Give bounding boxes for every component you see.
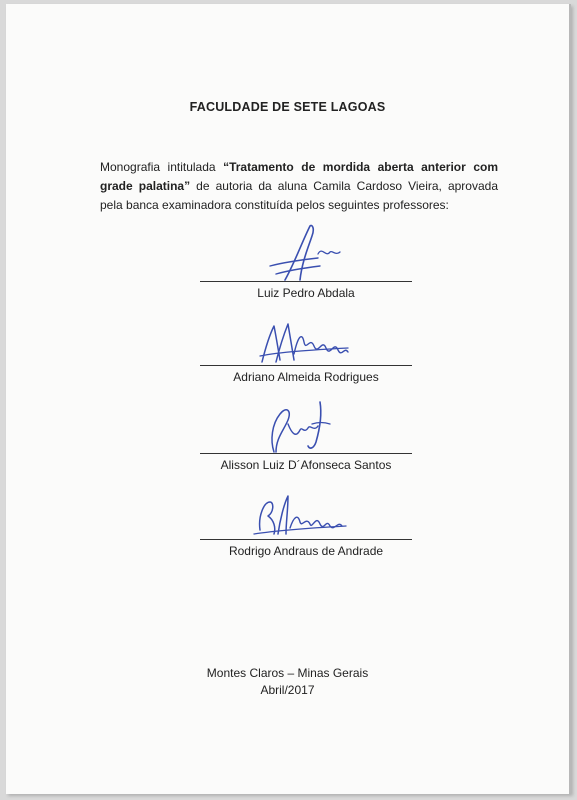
- handwritten-signature-3: [240, 394, 360, 454]
- signature-line-3: [200, 453, 412, 454]
- footer-location: Montes Claros – Minas Gerais: [206, 666, 369, 680]
- signature-line-4: [200, 539, 412, 540]
- signatory-name-3: Alisson Luiz D´Afonseca Santos: [220, 458, 392, 472]
- signatory-name-4: Rodrigo Andraus de Andrade: [228, 544, 384, 558]
- institution-title: FACULDADE DE SETE LAGOAS: [189, 100, 386, 114]
- paragraph-prefix: Monografia intitulada: [100, 160, 224, 174]
- document-page: [6, 4, 571, 794]
- signature-block-2: [200, 304, 412, 384]
- signature-block-3: [200, 392, 412, 472]
- document-footer: [6, 665, 569, 699]
- signature-line-2: [200, 365, 412, 366]
- signature-line-1: [200, 281, 412, 282]
- paragraph-suffix: de autoria da aluna Camila Cardoso Vieira, aprovada pela banca examinadora constituída pelos seguintes professores:: [100, 179, 498, 212]
- approval-paragraph: [100, 158, 498, 215]
- monograph-title: “Tratamento de mordida aberta anterior com grade palatina”: [100, 160, 498, 193]
- signatory-name-1: Luiz Pedro Abdala: [257, 286, 355, 300]
- handwritten-signature-1: [240, 222, 360, 282]
- signature-block-1: [200, 220, 412, 300]
- handwritten-signature-4: [240, 480, 360, 540]
- handwritten-signature-2: [240, 306, 360, 366]
- signature-block-4: [200, 478, 412, 558]
- signatory-name-2: Adriano Almeida Rodrigues: [233, 370, 379, 384]
- footer-date: Abril/2017: [260, 683, 315, 697]
